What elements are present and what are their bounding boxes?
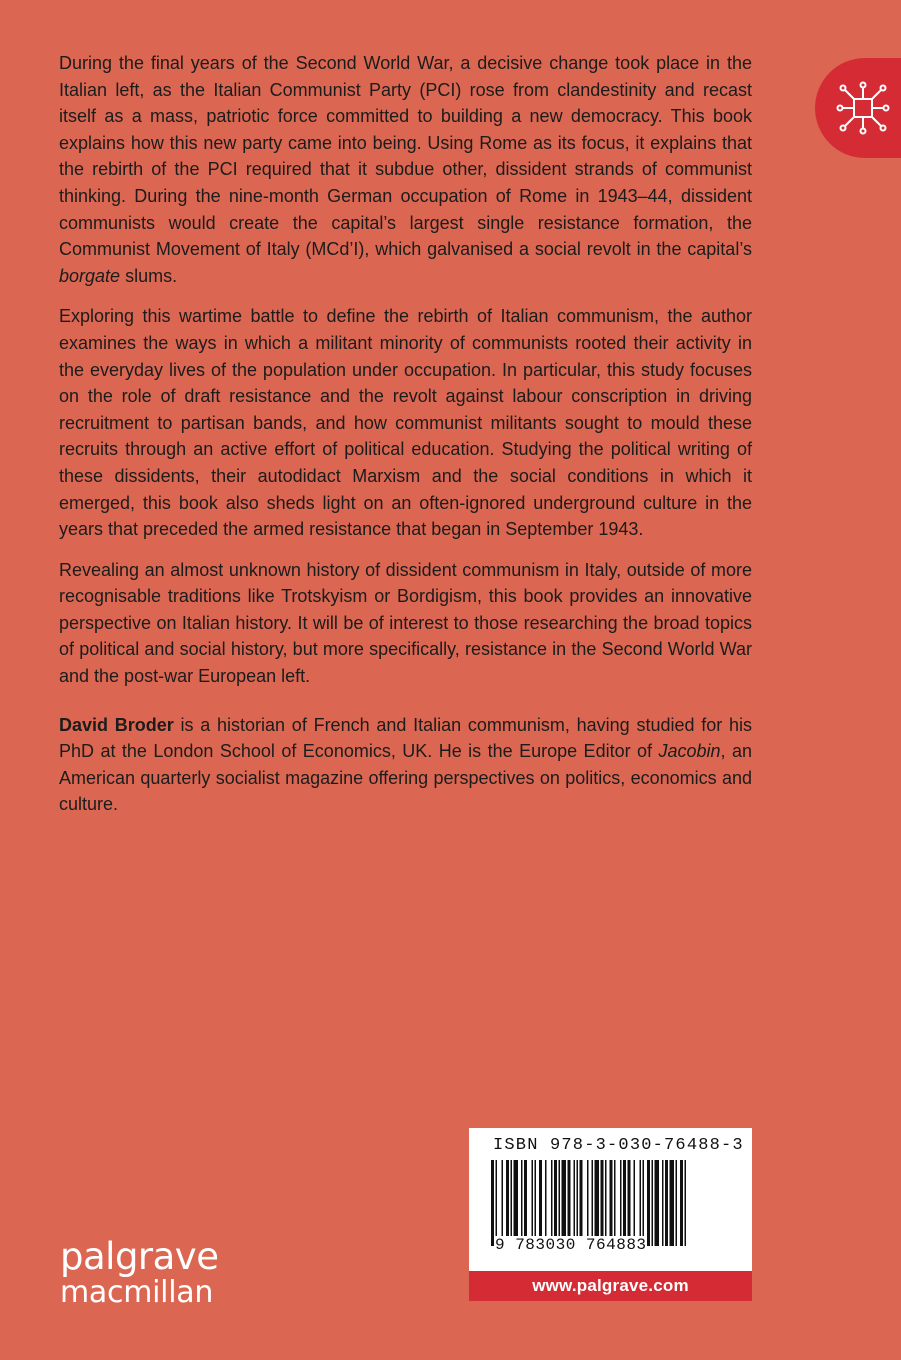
publisher-name-line1: palgrave [60,1235,219,1278]
publisher-logo [60,1235,219,1310]
palgrave-network-icon [835,80,891,136]
blurb-paragraph-1: During the final years of the Second World War, a decisive change took place in the Italian left, as the Italian Communist Party (PCI) rose from clandestinity and recast itself as a mass, patriotic force committed to building a new democracy. This book explains how this new party came into being. Using Rome as its focus, it explains that the rebirth of the PCI required that it subdue other, dissident strands of communist thinking. During the nine-month German occupation of Rome in 1943–44, dissident communists would create the capital’s largest single resistance formation, the Communist Movement of Italy (MCd’I), which galvanised a social revolt in the capital’s borgate slums. [59,53,752,286]
barcode [487,1160,737,1248]
author-name: David Broder [59,714,174,735]
back-cover-blurb [59,50,752,832]
author-bio: David Broder is a historian of French and Italian communism, having studied for his PhD at the London School of Economics, UK. He is the Europe Editor of Jacobin, an American quarterly socialist magazine offering perspectives on politics, economics and culture. [59,714,752,815]
isbn-label: ISBN 978-3-030-76488-3 [493,1136,744,1155]
publisher-logo-tab [815,58,901,158]
publisher-name-line2: macmillan [60,1275,214,1310]
barcode-digits: 9 783030 764883 [495,1236,647,1254]
blurb-paragraph-2: Exploring this wartime battle to define the rebirth of Italian communism, the author examines the ways in which a militant minority of communists rooted their activity in the everyday lives of the population under occupation. In particular, this study focuses on the role of draft resistance and the revolt against labour conscription in driving recruitment to partisan bands, and how communist militants sought to mould these recruits through an active effort of political education. Studying the political writing of these dissidents, their autodidact Marxism and the social conditions in which it emerged, this book also sheds light on an often-ignored underground culture in the years that preceded the armed resistance that began in September 1943. [59,306,752,540]
publisher-url: www.palgrave.com [469,1271,752,1301]
isbn-barcode-box [469,1128,752,1271]
blurb-paragraph-3: Revealing an almost unknown history of dissident communism in Italy, outside of more recognisable traditions like Trotskyism or Bordigism, this book provides an innovative perspective on Italian history. It will be of interest to those researching the broad topics of political and social history, but more specifically, resistance in the Second World War and the post-war European left. [59,559,752,687]
